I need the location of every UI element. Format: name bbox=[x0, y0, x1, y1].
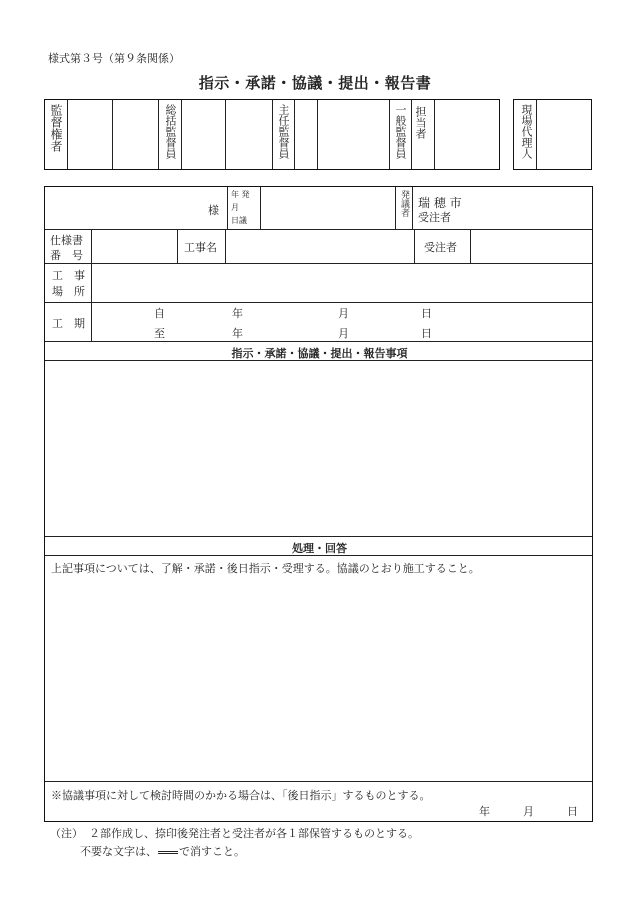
work-name-label: 工事名 bbox=[184, 241, 217, 254]
approval-stamp-row bbox=[44, 99, 500, 170]
notes-line-2 bbox=[80, 843, 245, 859]
kantoku-stamp-field[interactable] bbox=[68, 100, 112, 169]
form-title: 指示・承諾・協議・提出・報告書 bbox=[198, 74, 432, 92]
tantou-stamp-field[interactable] bbox=[435, 100, 498, 169]
main-form bbox=[44, 186, 593, 822]
work-name-field[interactable] bbox=[226, 230, 414, 263]
period-from: 自 bbox=[154, 307, 165, 320]
period-to-month: 月 bbox=[338, 327, 349, 340]
date-label-2: 月 bbox=[231, 203, 239, 212]
contractor-label: 受注者 bbox=[424, 241, 457, 254]
footer-month: 月 bbox=[523, 805, 534, 818]
period-from-day: 日 bbox=[421, 307, 432, 320]
spec-label-2: 番 号 bbox=[50, 249, 83, 262]
spec-number-field[interactable] bbox=[92, 230, 177, 263]
period-to-day: 日 bbox=[421, 327, 432, 340]
location-label-2: 場 所 bbox=[52, 285, 85, 298]
double-strike-line-icon bbox=[158, 851, 178, 854]
matters-field[interactable] bbox=[45, 361, 591, 536]
date-label-3: 日議 bbox=[231, 216, 247, 225]
period-label: 工 期 bbox=[52, 317, 85, 330]
matters-heading: 指示・承諾・協議・提出・報告事項 bbox=[231, 347, 408, 360]
period-from-month: 月 bbox=[338, 307, 349, 320]
ippan-label: 一般監督員 bbox=[394, 104, 407, 159]
response-text: 上記事項については、了解・承諾・後日指示・受理する。協議のとおり施工すること。 bbox=[51, 562, 480, 575]
period-from-year: 年 bbox=[232, 307, 243, 320]
date-label-1: 年 発 bbox=[231, 190, 250, 199]
location-label-1: 工 事 bbox=[52, 269, 85, 282]
location-field[interactable] bbox=[92, 264, 592, 302]
sama-label: 様 bbox=[208, 204, 219, 217]
response-heading: 処理・回答 bbox=[292, 542, 347, 555]
notes-line2-b: で消すこと。 bbox=[179, 845, 245, 858]
shunin-label: 主任監督員 bbox=[277, 104, 290, 159]
spec-label-1: 仕様書 bbox=[50, 234, 83, 247]
date-field[interactable] bbox=[261, 187, 395, 229]
kantoku-label: 監督権者 bbox=[49, 104, 63, 152]
genba-stamp-field[interactable] bbox=[537, 100, 590, 169]
notes-line1-text: ２部作成し、捺印後発注者と受注者が各１部保管するものとする。 bbox=[89, 827, 419, 840]
soukatsu-stamp-field[interactable] bbox=[182, 100, 225, 169]
notes-prefix: （注） bbox=[50, 827, 83, 840]
period-to: 至 bbox=[154, 327, 165, 340]
footer-day: 日 bbox=[567, 805, 578, 818]
response-field[interactable] bbox=[45, 577, 591, 781]
issuer-city: 瑞 穂 市 bbox=[418, 196, 462, 210]
period-to-year: 年 bbox=[232, 327, 243, 340]
form-number: 様式第３号（第９条関係） bbox=[48, 52, 180, 65]
hatsugisha-label: 発議者 bbox=[399, 190, 409, 217]
genba-label: 現場代理人 bbox=[520, 104, 533, 159]
shunin-stamp-field[interactable] bbox=[295, 100, 317, 169]
contractor-field[interactable] bbox=[471, 230, 591, 263]
soukatsu-label: 総括監督員 bbox=[164, 104, 177, 159]
notes-line-1 bbox=[50, 825, 419, 841]
notes-line2-a: 不要な文字は、 bbox=[80, 845, 157, 858]
genba-stamp-box bbox=[513, 99, 592, 170]
issuer-contractor: 受注者 bbox=[418, 211, 451, 224]
tantou-label: 担当者 bbox=[414, 106, 427, 139]
footer-year: 年 bbox=[479, 805, 490, 818]
footer-note: ※協議事項に対して検討時間のかかる場合は、「後日指示」するものとする。 bbox=[51, 789, 431, 802]
